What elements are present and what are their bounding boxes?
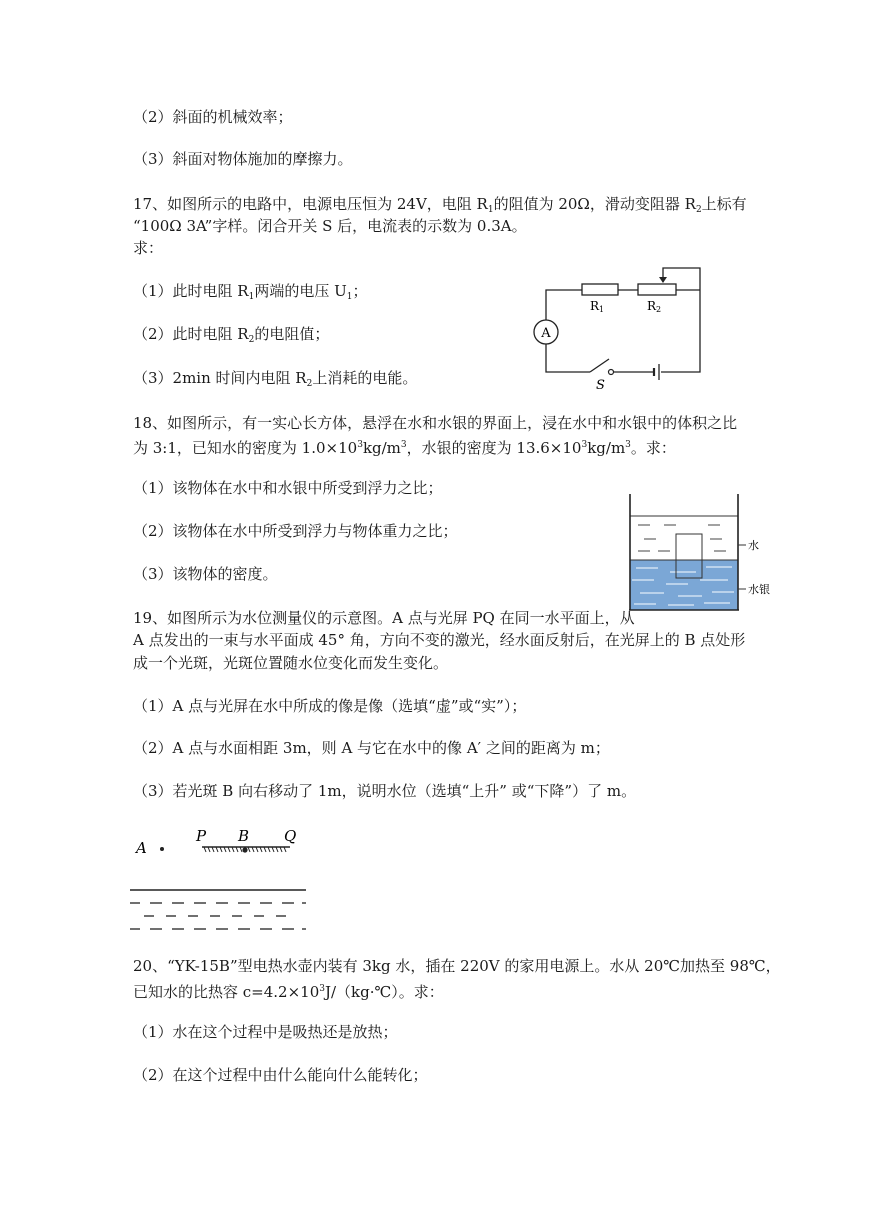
ammeter-label: A xyxy=(541,326,551,341)
circuit-diagram xyxy=(530,262,710,392)
screen-p-label: P xyxy=(196,827,207,845)
q18-part3: （3）该物体的密度。 xyxy=(133,565,278,583)
container-figure xyxy=(618,492,778,617)
water-label: 水 xyxy=(748,539,759,552)
q19-stem-line1: 19、如图所示为水位测量仪的示意图。A 点与光屏 PQ 在同一水平面上，从 xyxy=(133,609,635,627)
q17-part2: （2）此时电阻 $R_2$的电阻值； xyxy=(133,325,330,345)
q18-part1: （1）该物体在水中和水银中所受到浮力之比； xyxy=(133,479,443,497)
q19-part2: （2）A 点与水面相距 3m，则 A 与它在水中的像 A′ 之间的距离为 m； xyxy=(133,739,610,757)
switch-contact xyxy=(609,370,614,375)
q20-stem-line1: 20、“YK-15B”型电热水壶内装有 3kg 水，插在 220V 的家用电源上。水从 20℃加热至 98℃， xyxy=(133,957,781,975)
q16-part2: （2）斜面的机械效率； xyxy=(133,108,293,126)
q18-stem-line2: 为 3:1，已知水的密度为 $1.0\times 10^3kg/m^3$，水银的密度为 $13.6\times 10^3kg/m^3$。求： xyxy=(133,439,676,457)
q20-part2: （2）在这个过程中由什么能向什么能转化； xyxy=(133,1066,428,1084)
resistor-r1 xyxy=(582,284,618,295)
rheostat-r2 xyxy=(638,284,676,295)
q18-stem-line1: 18、如图所示，有一实心长方体，悬浮在水和水银的界面上，浸在水中和水银中的体积之比 xyxy=(133,414,738,432)
point-a xyxy=(160,847,164,851)
switch-label: S xyxy=(596,378,605,392)
point-a-label: A xyxy=(136,839,147,857)
q17-part1: （1）此时电阻 $R_1$两端的电压 $U_1$； xyxy=(133,282,368,302)
screen-b-label: B xyxy=(238,827,250,845)
q17-stem-line3: 求： xyxy=(133,239,164,257)
q18-part2: （2）该物体在水中所受到浮力与物体重力之比； xyxy=(133,522,458,540)
r1-label: R1 xyxy=(590,299,605,314)
q16-part3: （3）斜面对物体施加的摩擦力。 xyxy=(133,150,353,168)
mercury-label: 水银 xyxy=(748,583,770,596)
q20-stem-line2: 已知水的比热容 $c=4.2\times 10^3J/(kg\cdot℃)$。求： xyxy=(133,983,444,1001)
q17-part3: （3）2min 时间内电阻 $R_2$上消耗的电能。 xyxy=(133,369,418,389)
point-b xyxy=(242,847,247,852)
q17-stem-line2: “100Ω 3A”字样。闭合开关 S 后，电流表的示数为 0.3A。 xyxy=(133,217,527,235)
q19-part3: （3）若光斑 B 向右移动了 1m，说明水位（选填“上升” 或“下降”）了 m。 xyxy=(133,782,637,800)
screen-q-label: Q xyxy=(284,827,297,845)
q17-stem-line1: 17、如图所示的电路中，电源电压恒为 24V，电阻 $R_1$的阻值为 20Ω，滑动变阻器 $R_2$上标有 xyxy=(133,195,747,215)
q19-stem-line2: A 点发出的一束与水平面成 45° 角，方向不变的激光，经水面反射后，在光屏上的 B 点处形 xyxy=(133,631,746,649)
r2-label: R2 xyxy=(647,299,662,314)
q19-stem-line3: 成一个光斑，光斑位置随水位变化而发生变化。 xyxy=(133,654,449,672)
water-level-figure xyxy=(128,822,313,937)
switch-lever xyxy=(590,359,609,372)
q20-part1: （1）水在这个过程中是吸热还是放热； xyxy=(133,1023,398,1041)
q19-part1: （1）A 点与光屏在水中所成的像是像（选填“虚”或“实”）； xyxy=(133,697,527,715)
